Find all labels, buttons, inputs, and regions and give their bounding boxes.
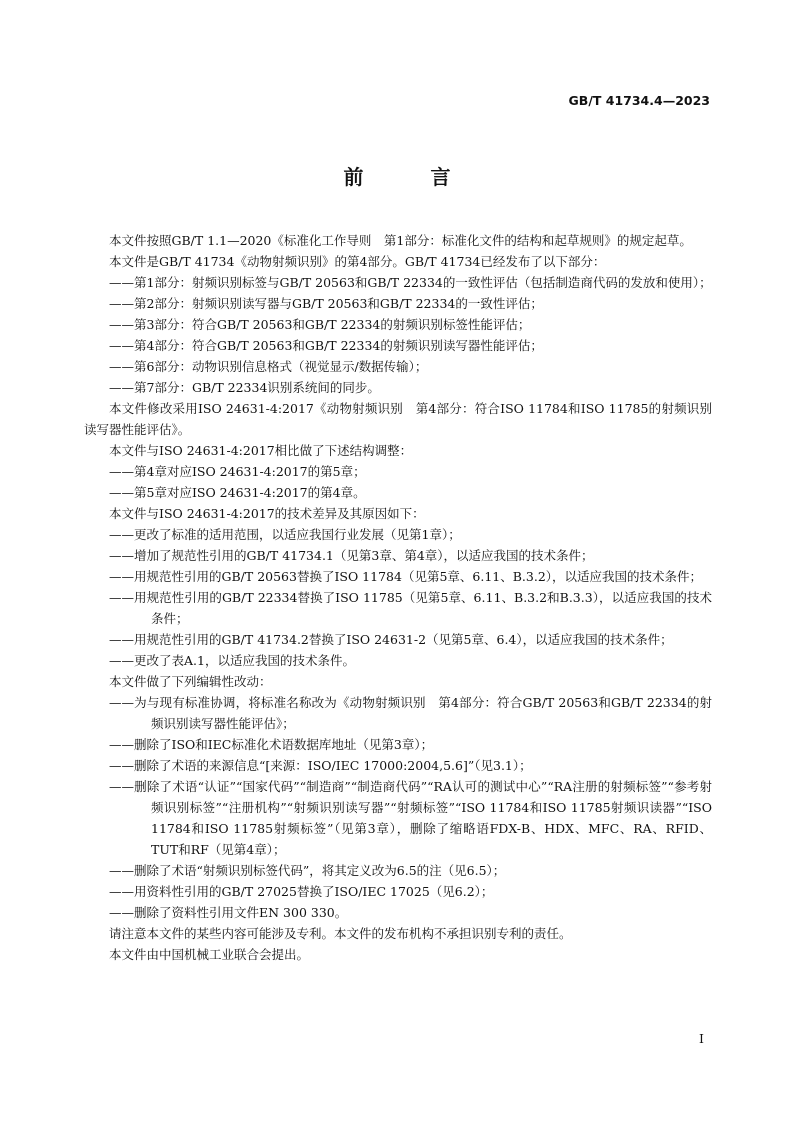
list-item: ——用规范性引用的GB/T 41734.2替换了ISO 24631-2（见第5章、6.4），以适应我国的技术条件； — [109, 632, 673, 647]
page-number: I — [699, 1031, 704, 1046]
paragraph: 本文件由中国机械工业联合会提出。 — [109, 947, 310, 962]
list-item: ——用规范性引用的GB/T 22334替换了ISO 11785（见第5章、6.11、B.3.2和B.3.3），以适应我国的技术条件； — [109, 590, 712, 626]
list-item: ——删除了术语的来源信息“[来源：ISO/IEC 17000:2004,5.6]”（见3.1）； — [109, 758, 532, 773]
paragraph: 本文件与ISO 24631-4:2017的技术差异及其原因如下： — [109, 506, 425, 521]
paragraph: 本文件与ISO 24631-4:2017相比做了下述结构调整： — [109, 443, 413, 458]
paragraph: 本文件修改采用ISO 24631-4:2017《动物射频识别 第4部分：符合ISO 11784和ISO 11785的射频识别读写器性能评估》。 — [84, 401, 712, 437]
page-title: 前 言 — [343, 165, 481, 189]
list-item: ——用规范性引用的GB/T 20563替换了ISO 11784（见第5章、6.11、B.3.2），以适应我国的技术条件； — [109, 569, 703, 584]
list-item: ——第1部分：射频识别标签与GB/T 20563和GB/T 22334的一致性评估（包括制造商代码的发放和使用）； — [109, 275, 712, 290]
list-item: ——增加了规范性引用的GB/T 41734.1（见第3章、第4章），以适应我国的技术条件； — [109, 548, 594, 563]
list-item: ——用资料性引用的GB/T 27025替换了ISO/IEC 17025（见6.2）； — [109, 884, 494, 899]
list-item: ——第4章对应ISO 24631-4:2017的第5章； — [109, 464, 366, 479]
list-item: ——删除了术语“认证”“国家代码”“制造商”“制造商代码”“RA认可的测试中心”“RA注册的射频标签”“参考射频识别标签”“注册机构”“射频识别读写器”“射频标签”“ISO 11784和ISO 11785射频识读器”“ISO 11784和ISO 11785射频标签”（见第3章），删除了缩略语FDX-B、HDX、MFC、RA、RFID、TUT和RF（见第4章）； — [109, 779, 712, 857]
document-body — [84, 230, 712, 965]
list-item: ——第2部分：射频识别读写器与GB/T 20563和GB/T 22334的一致性评估； — [109, 296, 543, 311]
paragraph: 本文件做了下列编辑性改动： — [109, 674, 272, 689]
list-item: ——为与现有标准协调，将标准名称改为《动物射频识别 第4部分：符合GB/T 20563和GB/T 22334的射频识别读写器性能评估》； — [109, 695, 712, 731]
list-item: ——第6部分：动物识别信息格式（视觉显示/数据传输）； — [109, 359, 428, 374]
list-item: ——删除了资料性引用文件EN 300 330。 — [109, 905, 348, 920]
list-item: ——更改了表A.1，以适应我国的技术条件。 — [109, 653, 355, 668]
paragraph: 本文件按照GB/T 1.1—2020《标准化工作导则 第1部分：标准化文件的结构和起草规则》的规定起草。 — [109, 233, 692, 248]
list-item: ——删除了ISO和IEC标准化术语数据库地址（见第3章）； — [109, 737, 434, 752]
list-item: ——删除了术语“射频识别标签代码”，将其定义改为6.5的注（见6.5）； — [109, 863, 506, 878]
list-item: ——第4部分：符合GB/T 20563和GB/T 22334的射频识别读写器性能评估； — [109, 338, 543, 353]
list-item: ——第3部分：符合GB/T 20563和GB/T 22334的射频识别标签性能评估； — [109, 317, 531, 332]
list-item: ——更改了标准的适用范围，以适应我国行业发展（见第1章）； — [109, 527, 461, 542]
list-item: ——第7部分：GB/T 22334识别系统间的同步。 — [109, 380, 380, 395]
paragraph: 本文件是GB/T 41734《动物射频识别》的第4部分。GB/T 41734已经发布了以下部分： — [109, 254, 606, 269]
standard-code: GB/T 41734.4—2023 — [568, 93, 710, 108]
list-item: ——第5章对应ISO 24631-4:2017的第4章。 — [109, 485, 366, 500]
paragraph: 请注意本文件的某些内容可能涉及专利。本文件的发布机构不承担识别专利的责任。 — [109, 926, 572, 941]
